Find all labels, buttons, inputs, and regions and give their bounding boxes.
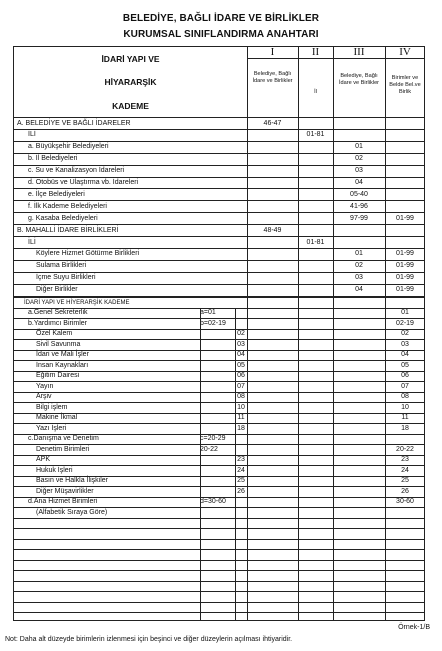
row-label: c. Su ve Kanalizasyon İdareleri: [28, 167, 125, 175]
row-range: a=01: [200, 309, 216, 316]
empty-row-line: [14, 612, 424, 613]
row-label: a.Genel Sekreterlik: [28, 309, 88, 316]
empty-row-line: [14, 528, 424, 529]
classification-table: [13, 46, 425, 621]
row-level4-code: 10: [401, 403, 409, 411]
row-label: d.Ana Hizmet Birimleri: [28, 498, 98, 505]
row-label: Köylere Hizmet Götürme Birlikleri: [36, 250, 140, 258]
row-il-code: 01-81: [306, 238, 325, 246]
row-level4-code: 30-60: [396, 498, 414, 505]
row-sub-code: 01-99: [396, 286, 414, 294]
row-level4-code: 08: [401, 393, 409, 400]
empty-row-line: [14, 581, 424, 582]
row-sub-code: 23: [237, 456, 245, 463]
row-label: Arşiv: [36, 393, 52, 400]
section-b-code: 48-49: [263, 226, 282, 234]
row-level4-code: 24: [401, 466, 409, 474]
row-label: İLİ: [28, 238, 36, 246]
empty-row-line: [14, 560, 424, 561]
row-label: Eğitim Dairesi: [36, 372, 80, 379]
row-sub-code: 05: [237, 361, 245, 369]
col4-numeral: IV: [399, 46, 411, 58]
row-level4-code: 05: [401, 361, 409, 369]
row-label: (Alfabetik Sıraya Göre): [36, 508, 108, 516]
row-unit-code: 03: [355, 167, 363, 175]
row-sub-code: 02: [237, 330, 245, 337]
row-sub-code: 11: [237, 414, 245, 421]
row-sub-code: 01-99: [396, 214, 414, 222]
row-sub-code: 10: [237, 403, 245, 411]
row-label: c.Danışma ve Denetim: [28, 435, 99, 442]
section-a-code: 46-47: [263, 119, 282, 127]
row-unit-code: 05-40: [350, 190, 368, 198]
col2-description: İl: [314, 89, 317, 95]
row-level4-code: 25: [401, 477, 409, 484]
row-unit-code: 03: [355, 274, 363, 282]
row-label: İdari ve Mali İşler: [36, 351, 89, 358]
row-level4-code: 20-22: [396, 445, 414, 453]
row-level4-code: 23: [401, 456, 409, 463]
sub-col-line-2: [235, 308, 236, 622]
row-label: a. Büyükşehir Belediyeleri: [28, 143, 109, 151]
empty-row-line: [14, 570, 424, 571]
row-label: APK: [36, 456, 51, 463]
row-sub-code: 04: [237, 351, 245, 358]
col4-description: Birimler ve Belde Bel.ve Birlik: [389, 75, 421, 95]
example-label: Örnek-1/B: [398, 624, 430, 631]
row-level4-code: 01: [401, 309, 409, 316]
row-sub-code: 08: [237, 393, 245, 400]
header-left-1: İDARİ YAPI VE: [101, 54, 160, 64]
row-label: Denetim Birimleri: [36, 445, 90, 453]
col-line-1: [247, 47, 248, 620]
row-unit-code: 01: [355, 143, 363, 151]
row-label: Basın ve Halkla İlişkiler: [36, 477, 108, 484]
row-range: b=02-19: [200, 319, 226, 327]
row-sub-code: 25: [237, 477, 245, 484]
row-level4-code: 11: [401, 414, 409, 421]
row-label: Özel Kalem: [36, 330, 73, 337]
col1-description: Belediye, Bağlı İdare ve Birlikler: [252, 71, 293, 84]
col2-numeral: II: [311, 46, 320, 58]
sub-col-line-1: [200, 308, 201, 622]
col-line-3: [333, 47, 334, 620]
row-unit-code: 04: [355, 179, 363, 186]
col3-description: Belediye, Bağlı İdare ve Birlikler: [338, 73, 380, 86]
row-sub-code: 01-99: [396, 250, 414, 258]
row-label: Yazı İşleri: [36, 424, 67, 432]
row-sub-code: 01-99: [396, 262, 414, 270]
row-level4-code: 02-19: [396, 319, 414, 327]
row-sub-code: 18: [237, 424, 245, 432]
row-label: b. İl Belediyeleri: [28, 155, 78, 163]
row-unit-code: 01: [355, 250, 363, 258]
col1-numeral: I: [270, 46, 275, 58]
row-label: Diğer Birlikler: [36, 286, 78, 294]
row-level4-code: 04: [401, 351, 409, 358]
section-c-title: İDARİ YAPI VE HİYERARŞİK KADEME: [24, 299, 130, 306]
document-title: BELEDİYE, BAĞLI İDARE VE BİRLİKLER: [122, 13, 320, 24]
row-level4-code: 02: [401, 330, 409, 337]
empty-row-line: [14, 549, 424, 550]
row-label: Bilgi işlem: [36, 403, 68, 411]
row-unit-code: 97-99: [350, 214, 368, 222]
row-label: Hukuk İşleri: [36, 466, 73, 474]
row-line: [14, 518, 424, 519]
row-sub-code: 24: [237, 466, 245, 474]
row-label: İLİ: [28, 131, 36, 139]
row-range: 20-22: [200, 445, 218, 453]
row-label: b.Yardımcı Birimler: [28, 319, 87, 327]
row-label: f. İlk Kademe Belediyeleri: [28, 202, 107, 210]
section-a-title: A. BELEDİYE VE BAĞLI İDARELER: [17, 119, 131, 127]
row-range: d=30-60: [200, 498, 226, 505]
row-label: Sivil Savunma: [36, 340, 81, 348]
row-label: e. İlçe Belediyeleri: [28, 190, 85, 198]
row-level4-code: 06: [401, 372, 409, 379]
row-label: Diğer Müşavirlikler: [36, 487, 94, 495]
col3-numeral: III: [353, 46, 365, 58]
row-level4-code: 18: [401, 424, 409, 432]
row-label: Yayın: [36, 382, 54, 390]
row-label: Sulama Birlikleri: [36, 262, 87, 270]
row-sub-code: 26: [237, 487, 245, 495]
row-sub-code: 07: [237, 382, 245, 390]
row-unit-code: 02: [355, 155, 363, 163]
header-left-3: KADEME: [112, 101, 149, 111]
row-sub-code: 01-99: [396, 274, 414, 282]
row-label: Makine İkmal: [36, 414, 78, 421]
row-level4-code: 07: [401, 382, 409, 390]
row-label: İçme Suyu Birlikleri: [36, 274, 96, 282]
row-label: İnsan Kaynakları: [36, 361, 89, 369]
header-numeral-line: [247, 58, 424, 59]
document-subtitle: KURUMSAL SINIFLANDIRMA ANAHTARI: [123, 29, 319, 40]
row-il-code: 01-81: [306, 131, 325, 139]
row-range: c=20-29: [200, 435, 226, 442]
row-unit-code: 41-96: [350, 202, 368, 210]
row-level4-code: 26: [401, 487, 409, 495]
row-unit-code: 04: [355, 286, 363, 294]
row-label: g. Kasaba Belediyeleri: [28, 214, 98, 222]
row-level4-code: 03: [401, 340, 409, 348]
header-left-2: HİYARARŞİK: [104, 77, 157, 87]
footnote: Not: Daha alt düzeyde birimlerin izlenmesi için beşinci ve diğer düzeylerin açılması ihtiyaridir.: [5, 636, 293, 643]
empty-row-line: [14, 539, 424, 540]
row-label: d. Otobüs ve Ulaştırma vb. İdareleri: [28, 179, 139, 186]
empty-row-line: [14, 602, 424, 603]
empty-row-line: [14, 591, 424, 592]
row-sub-code: 03: [237, 340, 245, 348]
row-sub-code: 06: [237, 372, 245, 379]
row-unit-code: 02: [355, 262, 363, 270]
section-b-title: B. MAHALLİ İDARE BİRLİKLERİ: [17, 226, 119, 234]
